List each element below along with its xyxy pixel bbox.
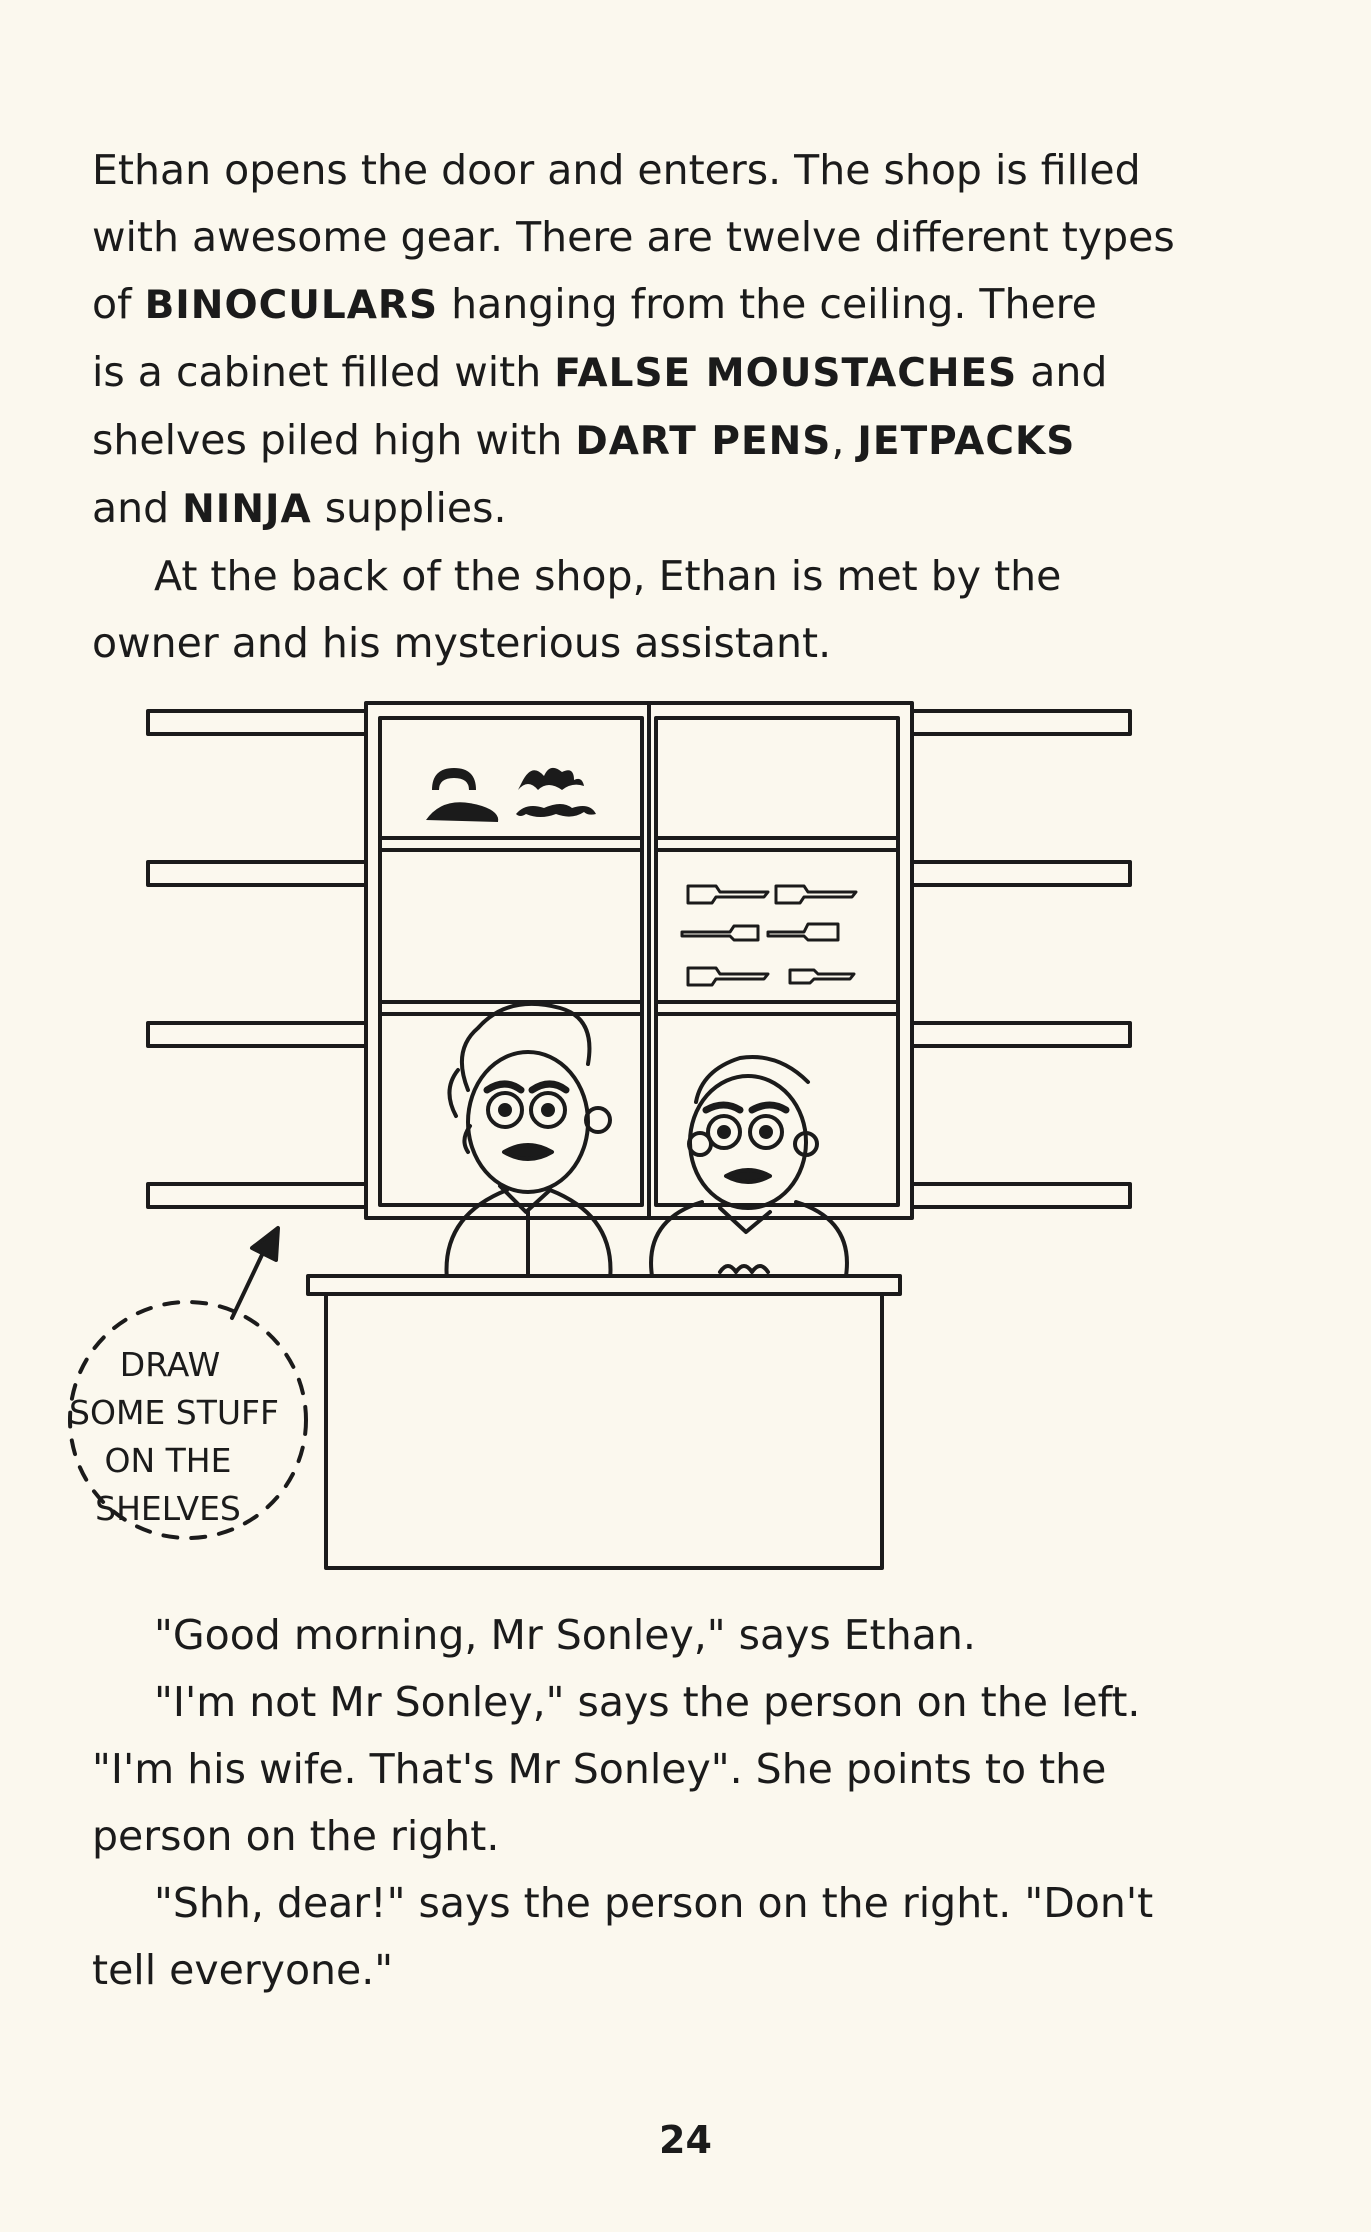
note-line: SOME STUFF <box>69 1393 279 1432</box>
counter-top <box>308 1276 900 1294</box>
text-line: Ethan opens the door and enters. The shop is filled <box>92 146 1141 194</box>
highlight-false-moustaches: FALSE MOUSTACHES <box>554 351 1018 396</box>
cabinet-shelf <box>380 838 642 850</box>
shelf-left-4 <box>148 1184 366 1207</box>
highlight-ninja: NINJA <box>182 487 312 532</box>
text-line: "I'm not Mr Sonley," says the person on the left. <box>154 1678 1141 1726</box>
text-line: "Good morning, Mr Sonley," says Ethan. <box>154 1611 976 1659</box>
moustache-horseshoe <box>432 768 476 790</box>
note-line: DRAW <box>119 1345 221 1384</box>
cabinet-frame <box>366 703 912 1218</box>
shelf-right-3 <box>912 1023 1130 1046</box>
text-run: supplies. <box>311 484 507 532</box>
page-number: 24 <box>659 2118 712 2162</box>
shelf-right-2 <box>912 862 1130 885</box>
body <box>651 1202 847 1276</box>
text-line: person on the right. <box>92 1812 500 1860</box>
text-line: At the back of the shop, Ethan is met by the <box>154 552 1062 600</box>
shelf-left-2 <box>148 862 366 885</box>
shop-counter <box>308 1276 900 1568</box>
shelf-right-1 <box>912 711 1130 734</box>
dart-pen <box>688 968 854 985</box>
text-run: , <box>831 416 858 464</box>
text-run: of <box>92 280 145 328</box>
ear <box>689 1133 711 1155</box>
arrow-icon <box>232 1228 278 1318</box>
text-run: is a cabinet filled with <box>92 348 555 396</box>
text-run: hanging from the ceiling. There <box>438 280 1097 328</box>
text-line: with awesome gear. There are twelve different types <box>92 213 1175 261</box>
dart-pens <box>682 886 856 985</box>
moustache <box>726 1170 770 1182</box>
text-line: "I'm his wife. That's Mr Sonley". She points to the <box>92 1745 1107 1793</box>
note-line: ON THE <box>104 1441 232 1480</box>
text-line: owner and his mysterious assistant. <box>92 619 832 667</box>
person-left <box>447 1004 611 1280</box>
moustache <box>504 1145 552 1159</box>
note-line: SHELVES <box>95 1489 241 1528</box>
text-run: and <box>1017 348 1108 396</box>
false-moustaches <box>426 768 596 822</box>
highlight-binoculars: BINOCULARS <box>144 283 439 328</box>
face <box>468 1052 588 1192</box>
text-line: tell everyone." <box>92 1946 394 1994</box>
shelf-left-3 <box>148 1023 366 1046</box>
dart-pen <box>688 886 856 903</box>
cabinet <box>366 703 912 1218</box>
shelf-right-4 <box>912 1184 1130 1207</box>
face <box>690 1076 806 1208</box>
wall-shelves <box>148 711 1130 1207</box>
dart-pen <box>682 924 838 940</box>
highlight-dart-pens: DART PENS <box>575 419 832 464</box>
counter-front <box>326 1294 882 1568</box>
highlight-jetpacks: JETPACKS <box>857 419 1076 464</box>
narration-paragraph-1 <box>92 137 1292 677</box>
text-line: "Shh, dear!" says the person on the right. "Don't <box>154 1879 1154 1927</box>
cabinet-shelf <box>656 838 898 850</box>
text-run: and <box>92 484 183 532</box>
moustache-bushy <box>518 768 584 790</box>
moustache-walrus <box>426 802 498 822</box>
dialogue-paragraph <box>92 1602 1292 2004</box>
text-line <box>92 475 1292 543</box>
text-run: shelves piled high with <box>92 416 576 464</box>
text-line <box>92 339 1292 407</box>
text-line <box>92 407 1292 475</box>
hands <box>720 1266 768 1272</box>
moustache-curly <box>516 804 596 817</box>
draw-prompt-note <box>69 1345 279 1528</box>
shop-illustration <box>0 690 1371 1590</box>
cabinet-shelf <box>656 1002 898 1014</box>
text-line <box>92 271 1292 339</box>
person-right <box>651 1057 847 1276</box>
shelf-left-1 <box>148 711 366 734</box>
